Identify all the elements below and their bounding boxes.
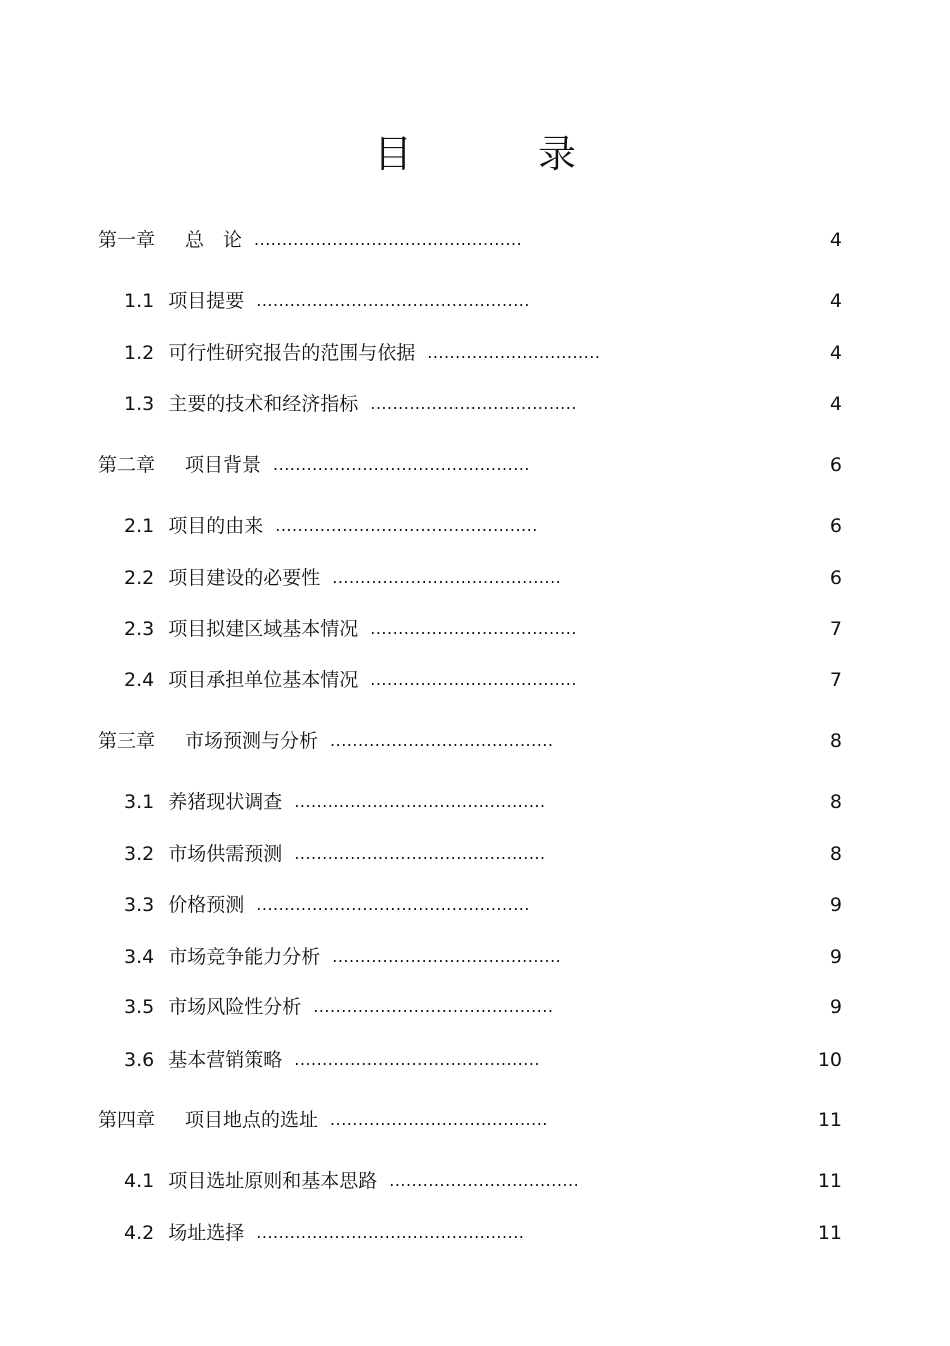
toc-page-number: 8 <box>829 791 842 813</box>
toc-section-entry[interactable] <box>124 340 600 366</box>
toc-section-entry[interactable] <box>124 616 577 642</box>
toc-chapter-entry[interactable] <box>98 227 522 253</box>
toc-section-entry[interactable] <box>124 667 577 693</box>
toc-leader-dots: ..................................... <box>370 394 577 413</box>
toc-entry-title: 养猪现状调查 <box>168 791 283 813</box>
toc-section-entry[interactable] <box>124 789 546 815</box>
toc-entry-title: 项目承担单位基本情况 <box>168 669 359 691</box>
toc-section-entry[interactable] <box>124 892 530 918</box>
toc-entry-title: 项目背景 <box>185 454 262 476</box>
toc-section-entry[interactable] <box>124 994 553 1020</box>
toc-section-entry[interactable] <box>124 1168 579 1194</box>
toc-section-entry[interactable] <box>124 1220 524 1246</box>
toc-page-number: 11 <box>817 1109 842 1131</box>
toc-section-entry[interactable] <box>124 565 561 591</box>
toc-section-entry[interactable] <box>124 288 530 314</box>
toc-page-number: 4 <box>829 342 842 364</box>
toc-entry-number: 4.2 <box>124 1222 155 1244</box>
toc-entry-title: 市场预测与分析 <box>185 730 319 752</box>
toc-page-number: 9 <box>829 946 842 968</box>
toc-leader-dots: ......................................... <box>332 568 562 587</box>
toc-page-number: 4 <box>829 393 842 415</box>
toc-leader-dots: ................................................. <box>256 291 530 310</box>
toc-leader-dots: ................................................ <box>254 230 523 249</box>
toc-entry-number: 2.2 <box>124 567 155 589</box>
toc-entry-title: 价格预测 <box>168 894 245 916</box>
toc-leader-dots: ............................................. <box>294 792 546 811</box>
toc-entry-number: 2.3 <box>124 618 155 640</box>
toc-page-number: 6 <box>829 567 842 589</box>
toc-leader-dots: ............................................ <box>294 1050 541 1069</box>
toc-entry-number: 4.1 <box>124 1170 155 1192</box>
toc-leader-dots: ..................................... <box>370 619 577 638</box>
toc-entry-title: 项目建设的必要性 <box>168 567 321 589</box>
toc-leader-dots: .................................. <box>389 1171 580 1190</box>
toc-page-number: 8 <box>829 843 842 865</box>
toc-entry-number: 第一章 <box>98 229 156 251</box>
toc-page-number: 10 <box>817 1049 842 1071</box>
toc-entry-title: 项目提要 <box>168 290 245 312</box>
toc-entry-number: 2.1 <box>124 515 155 537</box>
toc-entry-title: 基本营销策略 <box>168 1049 283 1071</box>
toc-entry-number: 2.4 <box>124 669 155 691</box>
toc-leader-dots: ............................... <box>427 343 601 362</box>
toc-page-number: 11 <box>817 1170 842 1192</box>
toc-page-number: 9 <box>829 996 842 1018</box>
toc-entry-number: 1.2 <box>124 342 155 364</box>
toc-chapter-entry[interactable] <box>98 1107 548 1133</box>
toc-leader-dots: ........................................ <box>330 731 554 750</box>
toc-page-number: 6 <box>829 454 842 476</box>
toc-leader-dots: ......................................... <box>332 947 562 966</box>
toc-entry-title: 可行性研究报告的范围与依据 <box>168 342 416 364</box>
toc-section-entry[interactable] <box>124 513 538 539</box>
toc-page-number: 7 <box>829 669 842 691</box>
toc-entry-number: 3.3 <box>124 894 155 916</box>
toc-page-number: 8 <box>829 730 842 752</box>
toc-section-entry[interactable] <box>124 1047 540 1073</box>
toc-leader-dots: ..................................... <box>370 670 577 689</box>
toc-entry-title: 项目拟建区域基本情况 <box>168 618 359 640</box>
toc-leader-dots: ........................................... <box>313 997 554 1016</box>
toc-entry-number: 3.6 <box>124 1049 155 1071</box>
toc-leader-dots: ....................................... <box>330 1110 548 1129</box>
toc-entry-title: 市场供需预测 <box>168 843 283 865</box>
toc-page-number: 11 <box>817 1222 842 1244</box>
toc-page-number: 7 <box>829 618 842 640</box>
toc-entry-number: 第二章 <box>98 454 156 476</box>
toc-section-entry[interactable] <box>124 391 577 417</box>
toc-chapter-entry[interactable] <box>98 452 530 478</box>
toc-leader-dots: ............................................... <box>275 516 538 535</box>
toc-chapter-entry[interactable] <box>98 728 553 754</box>
toc-entry-title: 项目选址原则和基本思路 <box>168 1170 378 1192</box>
toc-entry-number: 第四章 <box>98 1109 156 1131</box>
toc-entry-number: 3.1 <box>124 791 155 813</box>
toc-page-number: 6 <box>829 515 842 537</box>
toc-entry-title: 场址选择 <box>168 1222 245 1244</box>
toc-leader-dots: ................................................ <box>256 1223 525 1242</box>
toc-entry-title: 市场风险性分析 <box>168 996 302 1018</box>
toc-entry-number: 3.5 <box>124 996 155 1018</box>
toc-entry-title: 项目的由来 <box>168 515 264 537</box>
toc-entry-title: 总 论 <box>185 229 243 251</box>
toc-leader-dots: .............................................. <box>273 455 530 474</box>
toc-page-number: 9 <box>829 894 842 916</box>
toc-section-entry[interactable] <box>124 841 546 867</box>
toc-entry-number: 第三章 <box>98 730 156 752</box>
toc-entry-number: 1.3 <box>124 393 155 415</box>
toc-leader-dots: ................................................. <box>256 895 530 914</box>
toc-page-number: 4 <box>829 290 842 312</box>
toc-entry-title: 市场竞争能力分析 <box>168 946 321 968</box>
toc-entry-title: 主要的技术和经济指标 <box>168 393 359 415</box>
page-title: 目 录 <box>373 132 620 176</box>
toc-leader-dots: ............................................. <box>294 844 546 863</box>
toc-entry-number: 3.4 <box>124 946 155 968</box>
toc-section-entry[interactable] <box>124 944 561 970</box>
toc-entry-number: 3.2 <box>124 843 155 865</box>
toc-entry-title: 项目地点的选址 <box>185 1109 319 1131</box>
toc-entry-number: 1.1 <box>124 290 155 312</box>
toc-page-number: 4 <box>829 229 842 251</box>
